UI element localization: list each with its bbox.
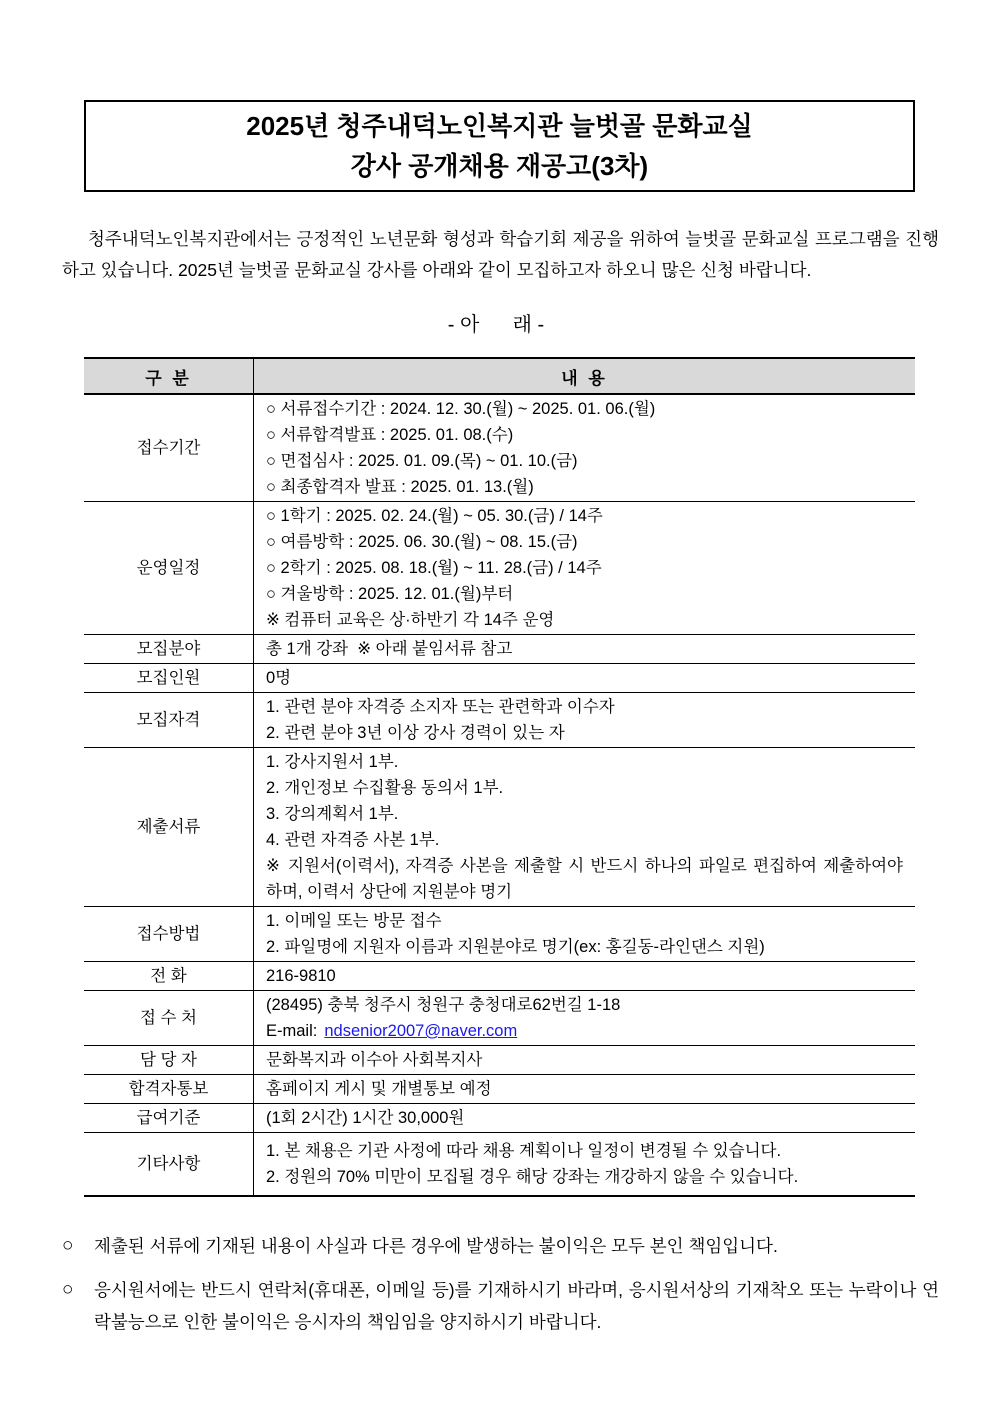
table-row-acceptance-notice [84, 1075, 915, 1104]
content-line: ○ 겨울방학 : 2025. 12. 01.(월)부터 [266, 585, 514, 603]
document-title-line-2: 강사 공개채용 재공고(3차) [350, 151, 649, 181]
table-row-contact-person [84, 1046, 915, 1075]
circle-bullet-icon: ○ [62, 1235, 74, 1256]
row-label: 운영일정 [84, 502, 254, 634]
row-label: 접수기간 [84, 395, 254, 501]
table-row-qualifications [84, 693, 915, 748]
document-title-line-1: 2025년 청주내덕노인복지관 늘벗골 문화교실 [246, 111, 753, 141]
table-row-pay-standard [84, 1104, 915, 1133]
row-label: 모집분야 [84, 635, 254, 663]
row-content [254, 693, 915, 747]
table-row-documents [84, 748, 915, 907]
footer-note-text: 제출된 서류에 기재된 내용이 사실과 다른 경우에 발생하는 불이익은 모두 본인 책임입니다. [94, 1236, 778, 1256]
content-line: 4. 관련 자격증 사본 1부. [266, 831, 440, 849]
phone-number: 216-9810 [266, 967, 336, 985]
row-content [254, 1133, 915, 1195]
row-content [254, 395, 915, 501]
address-line: (28495) 충북 청주시 청원구 충청대로62번길 1-18 [266, 996, 621, 1014]
content-line: ○ 면접심사 : 2025. 01. 09.(목) ~ 01. 10.(금) [266, 452, 578, 470]
content-line: ※ 지원서(이력서), 자격증 사본을 제출할 시 반드시 하나의 파일로 편집하여 제출하여야 하며, 이력서 상단에 지원분야 명기 [266, 857, 908, 901]
row-content [254, 1075, 915, 1103]
row-content [254, 1104, 915, 1132]
table-row-phone [84, 962, 915, 991]
row-content [254, 502, 915, 634]
row-label: 전 화 [84, 962, 254, 990]
row-label: 모집인원 [84, 664, 254, 692]
content-line: 1. 이메일 또는 방문 접수 [266, 912, 442, 930]
content-line: 홈페이지 게시 및 개별통보 예정 [266, 1080, 492, 1098]
content-line: ○ 여름방학 : 2025. 06. 30.(월) ~ 08. 15.(금) [266, 533, 578, 551]
circle-bullet-icon: ○ [62, 1279, 74, 1300]
content-line: ○ 서류접수기간 : 2024. 12. 30.(월) ~ 2025. 01. 06.(월) [266, 400, 656, 418]
table-row-reception-period [84, 395, 915, 502]
email-label: E-mail: [266, 1022, 318, 1040]
header-category: 구 분 [84, 359, 254, 393]
content-line: ○ 1학기 : 2025. 02. 24.(월) ~ 05. 30.(금) / 14주 [266, 507, 603, 525]
table-row-other-notes [84, 1133, 915, 1195]
content-line: ※ 컴퓨터 교육은 상·하반기 각 14주 운영 [266, 611, 555, 629]
row-content [254, 635, 915, 663]
content-line: ○ 최종합격자 발표 : 2025. 01. 13.(월) [266, 478, 534, 496]
content-line: (1회 2시간) 1시간 30,000원 [266, 1109, 465, 1127]
content-line: 1. 본 채용은 기관 사정에 따라 채용 계획이나 일정이 변경될 수 있습니다. [266, 1142, 782, 1160]
row-label: 접수방법 [84, 907, 254, 961]
content-line: 1. 강사지원서 1부. [266, 753, 399, 771]
content-line: 2. 관련 분야 3년 이상 강사 경력이 있는 자 [266, 724, 565, 742]
email-line [266, 1018, 903, 1044]
footer-note-1 [62, 1230, 939, 1262]
table-row-recruit-count [84, 664, 915, 693]
recruitment-table [84, 357, 915, 1197]
row-content [254, 1046, 915, 1074]
footer-note-text: 응시원서에는 반드시 연락처(휴대폰, 이메일 등)를 기재하시기 바라며, 응시원서상의 기재착오 또는 누락이나 연락불능으로 인한 불이익은 응시자의 책임임을 양지하시기 바랍니다. [94, 1280, 939, 1332]
row-label: 모집자격 [84, 693, 254, 747]
row-content [254, 748, 915, 906]
table-header-row [84, 359, 915, 395]
header-content: 내 용 [561, 368, 608, 388]
row-content [254, 991, 915, 1045]
table-row-operation-schedule [84, 502, 915, 635]
row-content [254, 907, 915, 961]
below-divider-label: - 아 래 - [447, 314, 545, 336]
email-link[interactable]: ndsenior2007@naver.com [324, 1022, 518, 1040]
row-label: 기타사항 [84, 1133, 254, 1195]
table-row-application-method [84, 907, 915, 962]
content-line: ○ 서류합격발표 : 2025. 01. 08.(수) [266, 426, 514, 444]
content-line: 2. 파일명에 지원자 이름과 지원분야로 명기(ex: 홍길동-라인댄스 지원) [266, 938, 765, 956]
content-line: 3. 강의계획서 1부. [266, 805, 399, 823]
content-line: 문화복지과 이수아 사회복지사 [266, 1051, 483, 1069]
title-box [84, 100, 915, 192]
row-content [254, 664, 915, 692]
table-row-recruit-field [84, 635, 915, 664]
content-line: 2. 개인정보 수집활용 동의서 1부. [266, 779, 504, 797]
row-label: 접 수 처 [84, 991, 254, 1045]
intro-paragraph: 청주내덕노인복지관에서는 긍정적인 노년문화 형성과 학습기회 제공을 위하여 늘벗골 문화교실 프로그램을 진행하고 있습니다. 2025년 늘벗골 문화교실 강사를 아래와 같이 모집하고자 하오니 많은 신청 바랍니다. [62, 228, 939, 280]
table-row-submission-address [84, 991, 915, 1046]
footer-note-2 [62, 1274, 939, 1338]
row-label: 제출서류 [84, 748, 254, 906]
content-line: 1. 관련 분야 자격증 소지자 또는 관련학과 이수자 [266, 698, 615, 716]
content-line: 2. 정원의 70% 미만이 모집될 경우 해당 강좌는 개강하지 않을 수 있습니다. [266, 1168, 799, 1186]
row-label: 급여기준 [84, 1104, 254, 1132]
row-label: 합격자통보 [84, 1075, 254, 1103]
row-label: 담 당 자 [84, 1046, 254, 1074]
content-line: 총 1개 강좌 ※ 아래 붙임서류 참고 [266, 640, 513, 658]
content-line: ○ 2학기 : 2025. 08. 18.(월) ~ 11. 28.(금) / 14주 [266, 559, 602, 577]
row-content [254, 962, 915, 990]
content-line: 0명 [266, 669, 292, 687]
